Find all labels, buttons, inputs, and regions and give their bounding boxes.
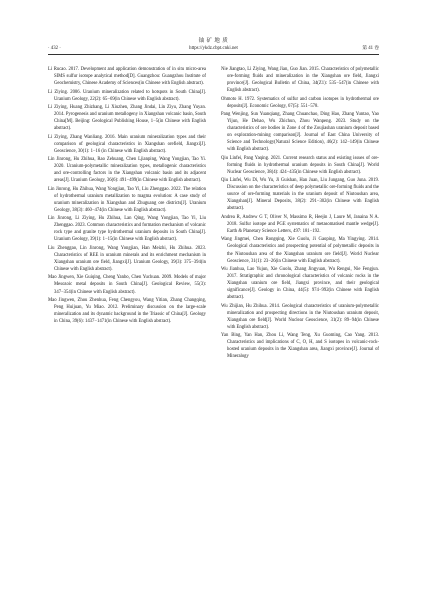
reference-entry: Qiu Linfei, Wu Di, Wu Yu, Ji Guishan, Han Juan, Liu Jungang, Guo Juna. 2019. Discussion on the characteristics of deep polymetallic ore-forming fluids and the source of ore-forming materials in the uranium deposit of Niutoushan area, Xiangshan[J]. Mineral Deposits, 38(2): 291−302(in Chinese with English abstract).	[221, 178, 379, 212]
journal-title: 铀 矿 地 质	[198, 38, 229, 44]
reference-entry: Liu Zhenggao, Lin Jinrong, Wang Yongjian, Han Meizhi, Hu Zhihua. 2023. Characteristics of REE in uranium minerals and its enrichment mechanism in Xiangshan uranium ore field, Jiangxi[J]. Uranium Geology, 39(3): 375−394(in Chinese with English abstract).	[48, 245, 206, 272]
reference-column-right	[221, 66, 379, 362]
reference-column-left	[48, 66, 206, 327]
reference-entry: Pang Wenjing, Sun Yuanqiang, Zhang Chuanchao, Ding Hao, Zhang Yuntao, Yao Yijun, He Dehao, Wu Zhichun, Zhou Wanpeng. 2023. Study on the characteristics of ore bodies in Zone 4 of the Zoujiashan uranium deposit based on exploration-mining comparison[J]. Journal of East China University of Science and Technology(Natural Science Edition), 46(2): 142−149(in Chinese with English abstract).	[221, 112, 379, 153]
running-header	[48, 45, 379, 53]
reference-entry: Li Rucao. 2017. Development and application demonstration of in situ micro-area SIMS sulfur isotope analytical method[D]. Guangzhou: Guangzhou Institute of Geochemistry, Chinese Academy of Sciences(in Chinese with English abstract).	[48, 67, 206, 87]
reference-entry: Lin Jinrong, Hu Zhihua, Wang Yongjian, Tao Yi, Liu Zhenggao. 2022. The relation of hydrothermal uranium metallization to magma evolution: A case study of uranium mineralization in Xiangshan and Zhuguang ore districts[J]. Uranium Geology, 38(3): 460−474(in Chinese with English abstract).	[48, 186, 206, 213]
header-rule	[48, 54, 379, 55]
page-number: · 432 ·	[48, 46, 61, 51]
reference-entry: Nie Jiangtao, Li Ziying, Wang Jian, Guo Jian. 2015. Characteristics of polymetallic ore-forming fluids and mineralization in the Xiangshan ore field, Jiangxi province[J]. Geological Bulletin of China, 34(Z1): 535−547(in Chinese with English abstract).	[221, 67, 379, 94]
reference-entry: Lin Jinrong, Hu Zhihua, Rao Zehuang, Chen Ljianping, Wang Yongjian, Tao Yi. 2020. Uranium-polymetallic mineralization types, metallogenic characteristics and ore-controlling factors in the Xiangshan volcanic basin and its adjacent areas[J]. Uranium Geology, 36(6): 491−499(in Chinese with English abstract).	[48, 157, 206, 184]
reference-entry: Lin Jinrong, Li Ziying, Hu Zhihua, Lan Qing, Wang Yongjian, Tao Yi, Liu Zhenggao. 2023. Common characteristics and formation mechanism of volcanic rock type and granite type hydrothermal uranium deposits in South China[J]. Uranium Geology, 39(1): 1−15(in Chinese with English abstract).	[48, 216, 206, 243]
reference-entry: Mao Jingwen, Zhou Zhenhua, Feng Chengyou, Wang Yitian, Zhang Changqing, Peng Huijuan, Yu Miao. 2012. Preliminary discussion on the large-scale mineralization and its dynamic background in the Triassic of China[J]. Geology in China, 39(6): 1437−1471(in Chinese with English abstract).	[48, 297, 206, 325]
reference-entry: Li Ziying. 2006. Uranium mineralization related to hotspots in South China[J]. Uranium Geology, 22(2): 65−69(in Chinese with English abstract).	[48, 89, 206, 102]
reference-entry: Mao Jingwen, Xie Guiqing, Cheng Yanbo, Chen Yuchuan. 2009. Models of major Mesozoic metal deposits in South China[J]. Geological Review, 55(3): 347−354(in Chinese with English abstract).	[48, 275, 206, 295]
reference-entry: Qiu Linfei, Pang Yaqing. 2021. Current research status and existing issues of ore-forming fluids in hydrothermal uranium deposits in South China[J]. World Nuclear Geoscience, 38(4): 424−435(in Chinese with English abstract).	[221, 155, 379, 175]
journal-url: https://ykdz.cbpt.cnki.net	[189, 46, 238, 51]
reference-entry: Ohmoto H. 1972. Systematics of sulfur and carbon isotopes in hydrothermal ore deposits[J]. Economic Geology, 67(5): 551−578.	[221, 96, 379, 109]
reference-entry: Li Ziying, Huang Zhizhang, Li Xiuzhen, Zhang Jindai, Lin Ziyu, Zhang Yuyan. 2014. Pyrogenesis and uranium metallogeny in Xiangshan volcanic basin, South China[M]. Beijing: Geological Publishing House, 1−5(in Chinese with English abstract).	[48, 105, 206, 132]
volume-label: 第 41 卷	[362, 46, 379, 51]
reference-entry: Wu Zhijian, Hu Zhihua. 2014. Geological characteristics of uranium-polymetallic mineralization and prospecting directions in the Niutoushan uranium deposit, Xiangshan ore field[J]. World Nuclear Geoscience, 31(2): 89−94(in Chinese with English abstract).	[221, 303, 379, 330]
reference-entry: Yan Bing, Yan Han, Zhou Li, Wang Teng, Xu Guoming, Cao Yang. 2013. Characteristics and implications of C, O, H, and S isotopes in volcanic-rock-hosted uranium deposits in the Xiangshan area, Jiangxi province[J]. Journal of Mineralogy	[221, 333, 379, 360]
reference-entry: Wang Jingmei, Chen Rongqing, Xie Guolu, Ji Gaoping, Ma Yingying. 2014. Geological characteristics and prospecting potential of polymetallic deposits in the Niutoushan area of the Xiangshan uranium ore field[J]. World Nuclear Geoscience, 31(1): 23−26(in Chinese with English abstract).	[221, 237, 379, 264]
reference-entry: Andrea R, Andrew G T, Oliver N, Massimo R, Heejin J, Laure M, Janaina N A. 2018. Sulfur isotope and PGE systematics of metasomatised mantle wedge[J]. Earth & Planetary Science Letters, 497: 181−192.	[221, 214, 379, 234]
reference-entry: Wu Jianhua, Lao Yujun, Xie Guolu, Zhang Jingyuan, Wu Rengui, Nie Fengjun. 2017. Stratigraphic and chronological characteristics of volcanic rocks in the Xiangshan uranium ore field, Jiangxi province, and their geological significance[J]. Geology in China, 44(5): 974−992(in Chinese with English abstract).	[221, 267, 379, 301]
reference-entry: Li Ziying, Zhang Wanliang. 2016. Main uranium mineralization types and their comparison of geological characteristics in Xiangshan orefield, Jiangxi[J]. Geoscience, 30(1): 1−16 (in Chinese with English abstract).	[48, 134, 206, 154]
